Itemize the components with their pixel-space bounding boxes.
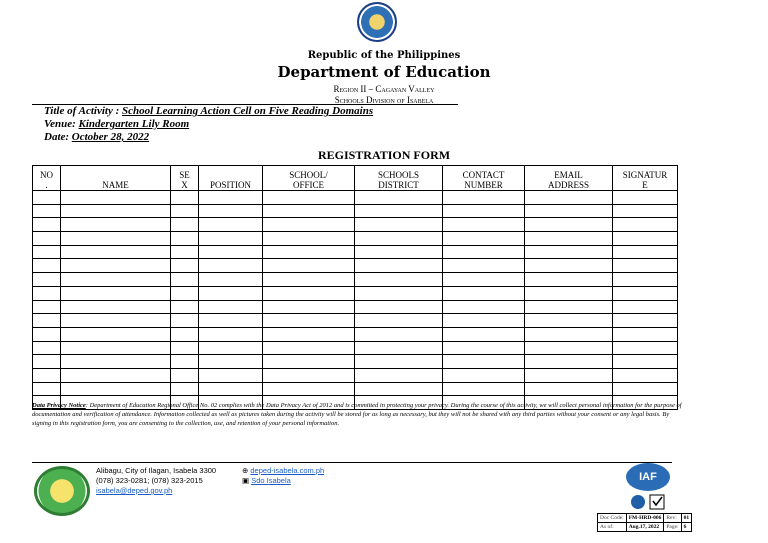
table-cell[interactable] [199, 204, 263, 218]
activity-title-line: Title of Activity : School Learning Action Cell on Five Reading Domains [44, 105, 374, 117]
table-cell[interactable] [443, 218, 525, 232]
table-cell[interactable] [263, 232, 355, 246]
table-cell[interactable] [33, 327, 61, 341]
table-row [33, 382, 678, 396]
table-cell[interactable] [61, 245, 171, 259]
table-cell[interactable] [613, 191, 678, 205]
column-header: SCHOOLS DISTRICT [355, 166, 443, 191]
doc-code: FM-HRD-006 [626, 514, 664, 523]
table-cell[interactable] [171, 232, 199, 246]
table-cell[interactable] [443, 204, 525, 218]
table-cell[interactable] [33, 218, 61, 232]
table-cell[interactable] [443, 245, 525, 259]
table-cell[interactable] [525, 327, 613, 341]
table-cell[interactable] [613, 204, 678, 218]
department-heading: Department of Education [277, 63, 491, 81]
table-cell[interactable] [443, 355, 525, 369]
table-cell[interactable] [525, 218, 613, 232]
table-cell[interactable] [525, 314, 613, 328]
table-cell[interactable] [199, 191, 263, 205]
table-cell[interactable] [525, 286, 613, 300]
table-cell[interactable] [355, 368, 443, 382]
table-cell[interactable] [61, 204, 171, 218]
column-header: SCHOOL/ OFFICE [263, 166, 355, 191]
table-cell[interactable] [613, 382, 678, 396]
table-cell[interactable] [199, 368, 263, 382]
table-cell[interactable] [613, 245, 678, 259]
table-cell[interactable] [199, 327, 263, 341]
table-cell[interactable] [263, 218, 355, 232]
doc-info-table: Doc Code: FM-HRD-006 Rev: 01 As of: Aug.17, 2022 Page: 6 [597, 513, 692, 532]
table-row [33, 218, 678, 232]
table-cell[interactable] [171, 191, 199, 205]
website-link[interactable]: deped-isabela.com.ph [250, 466, 325, 475]
registration-table [32, 165, 678, 410]
table-cell[interactable] [613, 232, 678, 246]
table-cell[interactable] [525, 204, 613, 218]
table-cell[interactable] [525, 300, 613, 314]
table-cell[interactable] [199, 355, 263, 369]
table-cell[interactable] [171, 286, 199, 300]
table-cell[interactable] [61, 341, 171, 355]
table-row [33, 204, 678, 218]
table-cell[interactable] [613, 368, 678, 382]
table-cell[interactable] [263, 300, 355, 314]
table-row [33, 273, 678, 287]
table-cell[interactable] [355, 355, 443, 369]
table-cell[interactable] [613, 286, 678, 300]
table-cell[interactable] [171, 273, 199, 287]
privacy-text: : Department of Education Regional Office No. 02 complies with the Data Privacy Act of 2012 and is committed in protecting your privacy. During the course of this activity, we will collect personal information for the purpose of documentation and verification of attendance. Information collected as well as pictures taken during the activity will be stored for as long as necessary, but they will not be shared with any third parties without your consent or any legal basis. By signing in this registration form, you are consenting to the collection, use, and retention of your personal information. [32, 402, 682, 427]
table-cell[interactable] [525, 382, 613, 396]
table-cell[interactable] [263, 355, 355, 369]
table-cell[interactable] [263, 314, 355, 328]
table-cell[interactable] [199, 218, 263, 232]
table-cell[interactable] [61, 382, 171, 396]
table-cell[interactable] [613, 300, 678, 314]
table-cell[interactable] [199, 341, 263, 355]
table-cell[interactable] [443, 382, 525, 396]
form-title: REGISTRATION FORM [317, 148, 451, 162]
table-cell[interactable] [33, 368, 61, 382]
column-header: SE X [171, 166, 199, 191]
table-cell[interactable] [171, 368, 199, 382]
address-block [96, 466, 216, 496]
table-cell[interactable] [613, 273, 678, 287]
table-row [33, 327, 678, 341]
table-cell[interactable] [613, 355, 678, 369]
table-cell[interactable] [199, 273, 263, 287]
table-cell[interactable] [61, 232, 171, 246]
table-cell[interactable] [355, 204, 443, 218]
table-cell[interactable] [443, 327, 525, 341]
venue-value: Kindergarten Lily Room [78, 118, 190, 130]
table-cell[interactable] [33, 273, 61, 287]
table-cell[interactable] [443, 341, 525, 355]
column-header: NO . [33, 166, 61, 191]
table-cell[interactable] [355, 300, 443, 314]
table-cell[interactable] [33, 382, 61, 396]
table-cell[interactable] [199, 286, 263, 300]
table-cell[interactable] [33, 341, 61, 355]
table-cell[interactable] [199, 314, 263, 328]
table-cell[interactable] [171, 355, 199, 369]
table-cell[interactable] [33, 191, 61, 205]
doc-page: 6 [681, 523, 692, 532]
table-cell[interactable] [443, 232, 525, 246]
table-row [33, 368, 678, 382]
table-cell[interactable] [61, 259, 171, 273]
table-cell[interactable] [355, 245, 443, 259]
table-cell[interactable] [613, 341, 678, 355]
table-cell[interactable] [263, 286, 355, 300]
table-cell[interactable] [355, 286, 443, 300]
table-cell[interactable] [525, 232, 613, 246]
table-cell[interactable] [443, 259, 525, 273]
table-cell[interactable] [263, 327, 355, 341]
table-cell[interactable] [263, 191, 355, 205]
web-block [242, 466, 324, 486]
table-cell[interactable] [61, 218, 171, 232]
table-cell[interactable] [171, 314, 199, 328]
table-cell[interactable] [263, 259, 355, 273]
table-cell[interactable] [613, 314, 678, 328]
table-cell[interactable] [355, 341, 443, 355]
phone-text: (078) 323-0281; (078) 323-2015 [96, 476, 203, 485]
address-text: Alibagu, City of Ilagan, Isabela 3300 [96, 466, 217, 475]
table-cell[interactable] [263, 273, 355, 287]
doc-rev: 01 [681, 514, 692, 523]
table-cell[interactable] [33, 245, 61, 259]
table-cell[interactable] [199, 382, 263, 396]
privacy-notice [32, 401, 682, 428]
table-cell[interactable] [355, 382, 443, 396]
email-link[interactable]: isabela@deped.gov.ph [96, 486, 173, 495]
table-cell[interactable] [355, 191, 443, 205]
table-row [33, 259, 678, 273]
table-row [33, 286, 678, 300]
table-row [33, 300, 678, 314]
table-cell[interactable] [443, 368, 525, 382]
iaf-logo: IAF [626, 463, 670, 491]
table-cell[interactable] [171, 341, 199, 355]
date-value: October 28, 2022 [71, 131, 150, 143]
table-cell[interactable] [613, 327, 678, 341]
table-cell[interactable] [613, 218, 678, 232]
table-cell[interactable] [61, 300, 171, 314]
table-cell[interactable] [61, 286, 171, 300]
table-cell[interactable] [61, 368, 171, 382]
table-cell[interactable] [525, 341, 613, 355]
table-cell[interactable] [525, 273, 613, 287]
privacy-label: Data Privacy Notice [32, 402, 86, 409]
table-cell[interactable] [525, 259, 613, 273]
table-cell[interactable] [171, 382, 199, 396]
certification-badges-icon [628, 493, 668, 511]
globe-icon: ⊕ [242, 466, 249, 475]
division-seal-logo [34, 466, 90, 516]
table-cell[interactable] [263, 341, 355, 355]
table-cell[interactable] [443, 273, 525, 287]
table-cell[interactable] [171, 204, 199, 218]
table-cell[interactable] [199, 300, 263, 314]
table-cell[interactable] [263, 204, 355, 218]
footer-divider [32, 462, 672, 463]
column-header: CONTACT NUMBER [443, 166, 525, 191]
table-row [33, 191, 678, 205]
column-header: EMAIL ADDRESS [525, 166, 613, 191]
table-cell[interactable] [355, 259, 443, 273]
table-cell[interactable] [171, 300, 199, 314]
table-cell[interactable] [199, 259, 263, 273]
table-cell[interactable] [199, 245, 263, 259]
doc-date: Aug.17, 2022 [626, 523, 664, 532]
table-cell[interactable] [171, 245, 199, 259]
table-cell[interactable] [263, 245, 355, 259]
table-cell[interactable] [263, 382, 355, 396]
table-cell[interactable] [33, 232, 61, 246]
date-line: Date: October 28, 2022 [44, 131, 150, 143]
table-cell[interactable] [525, 355, 613, 369]
table-cell[interactable] [613, 259, 678, 273]
column-header: POSITION [199, 166, 263, 191]
table-cell[interactable] [33, 286, 61, 300]
table-cell[interactable] [61, 327, 171, 341]
table-cell[interactable] [525, 368, 613, 382]
table-cell[interactable] [33, 355, 61, 369]
table-cell[interactable] [355, 273, 443, 287]
table-cell[interactable] [171, 218, 199, 232]
table-row [33, 314, 678, 328]
table-cell[interactable] [33, 300, 61, 314]
table-cell[interactable] [61, 314, 171, 328]
table-cell[interactable] [61, 355, 171, 369]
deped-seal-logo [357, 2, 397, 42]
table-cell[interactable] [33, 259, 61, 273]
table-cell[interactable] [171, 259, 199, 273]
table-cell[interactable] [355, 218, 443, 232]
facebook-icon: ▣ [242, 476, 250, 485]
table-cell[interactable] [525, 191, 613, 205]
table-row [33, 232, 678, 246]
table-cell[interactable] [355, 314, 443, 328]
table-cell[interactable] [443, 314, 525, 328]
table-cell[interactable] [61, 273, 171, 287]
table-cell[interactable] [355, 232, 443, 246]
column-header: NAME [61, 166, 171, 191]
region-heading: Region II – Cagayan Valley [333, 84, 435, 94]
column-header: SIGNATUR E [613, 166, 678, 191]
table-row [33, 355, 678, 369]
table-cell[interactable] [443, 300, 525, 314]
table-cell[interactable] [263, 368, 355, 382]
table-cell[interactable] [61, 191, 171, 205]
venue-line: Venue: Kindergarten Lily Room [44, 118, 190, 130]
table-cell[interactable] [443, 286, 525, 300]
activity-title: School Learning Action Cell on Five Reading Domains [122, 105, 374, 117]
facebook-link[interactable]: Sdo Isabela [251, 476, 291, 485]
republic-heading: Republic of the Philippines [307, 50, 461, 61]
table-cell[interactable] [33, 204, 61, 218]
table-row [33, 245, 678, 259]
table-cell[interactable] [171, 327, 199, 341]
table-cell[interactable] [525, 245, 613, 259]
table-cell[interactable] [355, 327, 443, 341]
table-cell[interactable] [33, 314, 61, 328]
division-heading: Schools Division of Isabela [334, 95, 434, 105]
table-row [33, 341, 678, 355]
table-cell[interactable] [199, 232, 263, 246]
table-cell[interactable] [443, 191, 525, 205]
